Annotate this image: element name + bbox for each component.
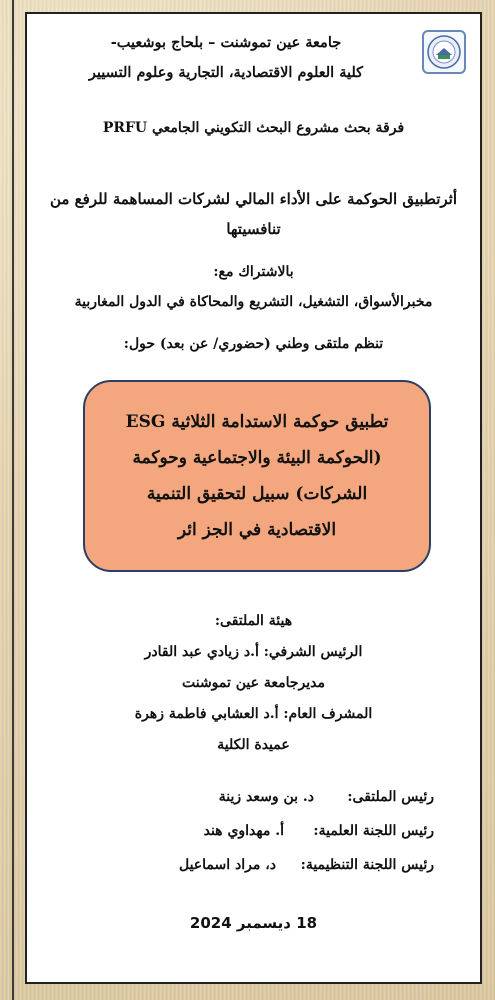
role-name: د. بن وسعد زينة [218, 789, 314, 805]
role-row-scientific-chair [94, 814, 434, 848]
role-label: رئيس الملتقى: [347, 789, 434, 805]
left-border-strip [0, 0, 14, 1000]
honorary-president: الرئيس الشرفي: أ.د زيادي عبد القادر [144, 644, 363, 660]
header [38, 28, 466, 108]
project-title: أثرتطبيق الحوكمة على الأداء المالي لشركات المساهمة للرفع من تنافسيتها [49, 190, 458, 238]
partnership-label: بالاشتراك مع: [213, 264, 294, 280]
role-row-organizing-chair [94, 848, 434, 882]
honorary-role: مديرجامعة عين تموشنت [181, 675, 326, 691]
committee-roles [94, 780, 434, 882]
university-logo-icon [422, 30, 466, 74]
role-label: رئيس اللجنة التنظيمية: [300, 857, 434, 873]
organizes-text: تنظم ملتقى وطني (حضوري/ عن بعد) حول: [123, 336, 384, 352]
header-text [46, 28, 406, 88]
role-row-conference-chair [94, 780, 434, 814]
role-name: د، مراد اسماعيل [178, 857, 276, 873]
committee-section [27, 606, 480, 761]
theme-line-3: الشركات) سبيل لتحقيق التنمية [146, 484, 368, 504]
partner-lab: مخبرالأسواق، التشغيل، التشريع والمحاكاة في الدول المغاربية [74, 294, 433, 310]
role-label: رئيس اللجنة العلمية: [313, 823, 434, 839]
conference-theme-box [83, 380, 431, 572]
university-name: جامعة عين تموشنت – بلحاج بوشعيب- [110, 34, 342, 51]
role-name: أ. مهداوي هند [203, 823, 284, 839]
theme-line-1: تطبيق حوكمة الاستدامة الثلاثية ESG [125, 412, 389, 432]
theme-line-4: الاقتصادية في الجز ائر [177, 520, 337, 540]
general-supervisor: المشرف العام: أ.د العشابي فاطمة زهرة [134, 706, 373, 722]
research-team: فرقة بحث مشروع البحث التكويني الجامعي PRFU [102, 120, 405, 136]
supervisor-role: عميدة الكلية [217, 737, 290, 753]
theme-line-2: (الحوكمة البيئة والاجتماعية وحوكمة [132, 448, 382, 468]
committee-heading: هيئة الملتقى: [214, 613, 293, 629]
poster-page [25, 12, 482, 984]
faculty-name: كلية العلوم الاقتصادية، التجارية وعلوم التسيير [88, 64, 364, 81]
conference-date: 18 ديسمبر 2024 [189, 914, 318, 932]
